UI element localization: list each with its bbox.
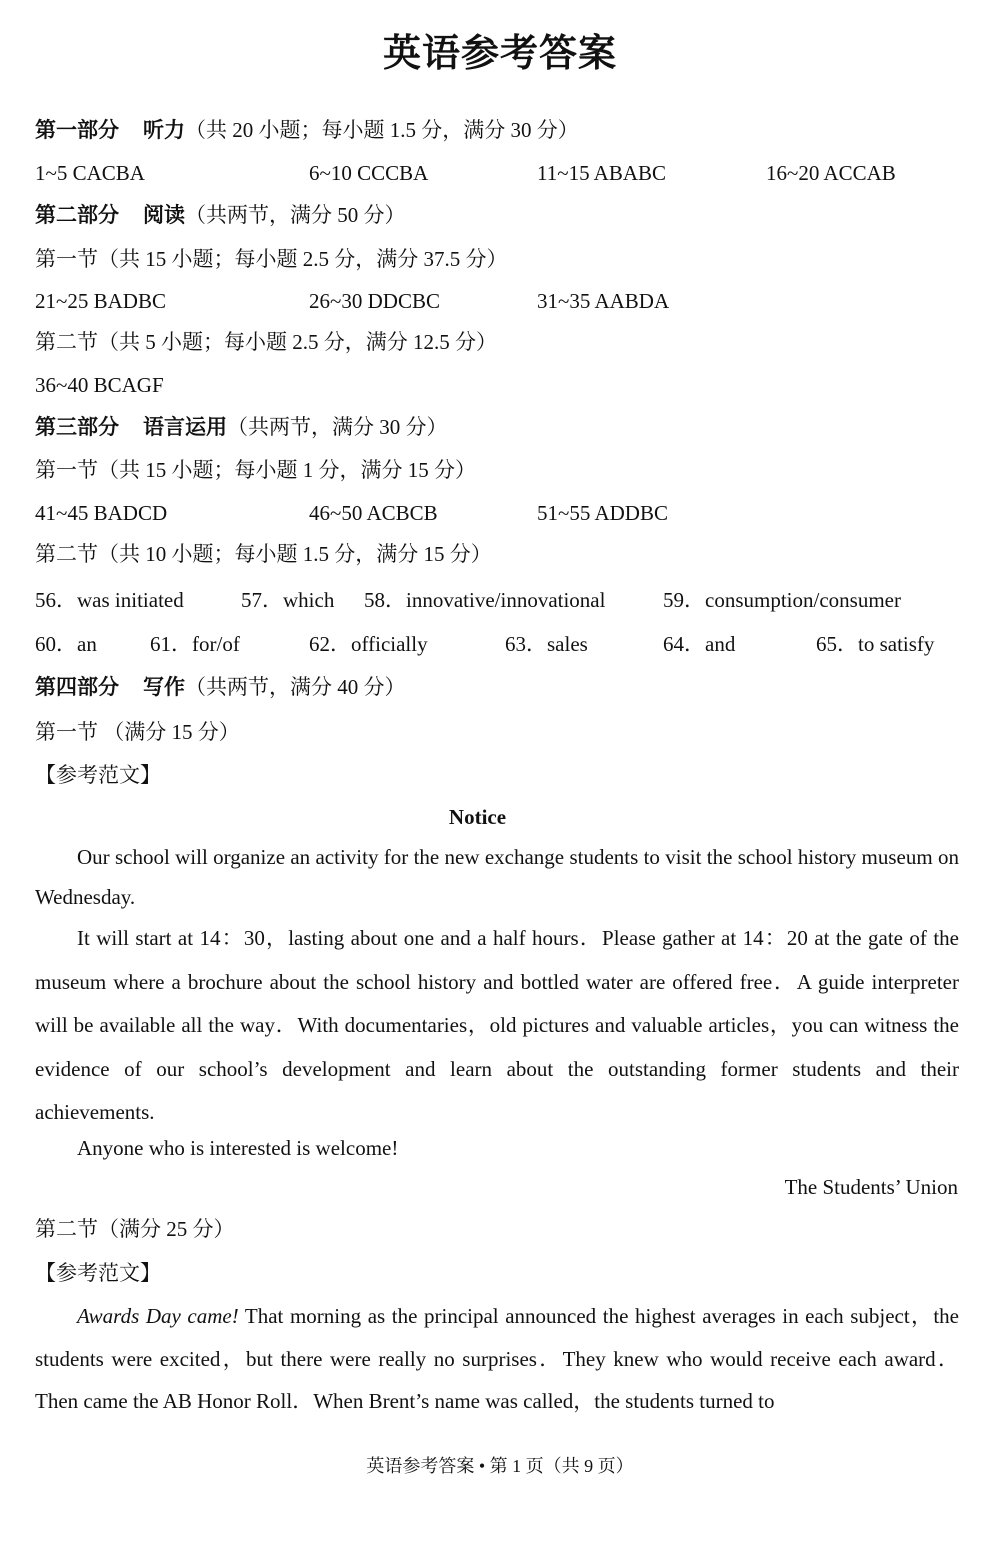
notice-paragraph-2: It will start at 14：30，lasting about one and a half hours．Please gather at 14：20 at the gate of the museum where a brochure about the school history and bottled water are offered free．A guide interpreter will be available all the way．With documentaries，old pictures and valuable articles，you can witness the evidence of our school’s development and learn about the outstanding former students and their achievements. [35, 926, 959, 1124]
answer-group: 26~30 DDCBC [309, 289, 440, 313]
notice-signature: The Students’ Union [784, 1175, 958, 1199]
fill-answer: 56．was initiated [35, 588, 184, 612]
answer-group: 1~5 CACBA [35, 161, 145, 185]
part2-heading: 第二部分 [35, 203, 119, 227]
part2-s2-answers-row [0, 371, 1000, 399]
fill-answer: 65．to satisfy [816, 632, 935, 656]
page-title: 英语参考答案 [382, 30, 617, 75]
fill-answer: 58．innovative/innovational [364, 588, 606, 612]
answer-group: 16~20 ACCAB [766, 161, 896, 185]
part4-name: 写作 [143, 675, 185, 699]
fill-answer: 57．which [241, 588, 335, 612]
part4-note: （共两节，满分 40 分） [185, 675, 406, 699]
story-text: That morning as the principal announced the highest averages in each subject，the students were excited，but there were really no surprises．They knew who would receive each award．Then came the AB Honor Roll．When Brent’s name was called，the students turned to [35, 1304, 959, 1413]
answer-group: 51~55 ADDBC [537, 501, 668, 525]
part1-note: （共 20 小题；每小题 1.5 分，满分 30 分） [185, 118, 579, 142]
answer-group: 36~40 BCAGF [35, 373, 164, 397]
part3-s1-answers-row [0, 499, 1000, 527]
answer-group: 6~10 CCCBA [309, 161, 429, 185]
part3-section2-note: 第二节（共 10 小题；每小题 1.5 分，满分 15 分） [35, 542, 492, 566]
part1-heading: 第一部分 [35, 118, 119, 142]
part4-heading-line [35, 673, 406, 701]
answer-group: 11~15 ABABC [537, 161, 667, 185]
part2-note: （共两节，满分 50 分） [185, 203, 406, 227]
part3-heading: 第三部分 [35, 415, 119, 439]
fill-answer: 60．an [35, 632, 97, 656]
part2-heading-line [35, 201, 406, 229]
part2-section2-note: 第二节（共 5 小题；每小题 2.5 分，满分 12.5 分） [35, 330, 497, 354]
part3-section1-note: 第一节（共 15 小题；每小题 1 分，满分 15 分） [35, 458, 476, 482]
part1-name: 听力 [143, 118, 185, 142]
story-opening: Awards Day came! [77, 1304, 239, 1328]
answer-group: 46~50 ACBCB [309, 501, 438, 525]
part4-section1-note: 第一节 （满分 15 分） [35, 720, 240, 744]
notice-paragraph-1: Our school will organize an activity for the new exchange students to visit the school history museum on Wednesday. [35, 845, 959, 909]
part1-answers-row [0, 159, 1000, 187]
notice-paragraph-3: Anyone who is interested is welcome! [77, 1136, 399, 1160]
fill-answer: 61．for/of [150, 632, 240, 656]
part2-section1-note: 第一节（共 15 小题；每小题 2.5 分，满分 37.5 分） [35, 247, 508, 271]
part4-section2-note: 第二节（满分 25 分） [35, 1217, 235, 1241]
page-footer: 英语参考答案 • 第 1 页（共 9 页） [366, 1456, 634, 1476]
part3-name: 语言运用 [143, 415, 227, 439]
answer-group: 21~25 BADBC [35, 289, 166, 313]
part2-name: 阅读 [143, 203, 185, 227]
fill-answer: 59．consumption/consumer [663, 588, 901, 612]
sample-label: 【参考范文】 [35, 763, 161, 787]
part1-heading-line [35, 116, 579, 144]
answer-group: 41~45 BADCD [35, 501, 168, 525]
fill-answer: 64．and [663, 632, 736, 656]
fill-answer: 62．officially [309, 632, 428, 656]
part3-note: （共两节，满分 30 分） [227, 415, 448, 439]
sample-label-2: 【参考范文】 [35, 1261, 161, 1285]
part3-heading-line [35, 413, 448, 441]
fill-answers-row-1 [0, 586, 1000, 614]
fill-answer: 63．sales [505, 632, 588, 656]
answer-group: 31~35 AABDA [537, 289, 670, 313]
notice-title: Notice [448, 805, 507, 829]
fill-answers-row-2 [0, 630, 1000, 658]
part4-heading: 第四部分 [35, 675, 119, 699]
story-paragraph [35, 1295, 959, 1423]
part2-s1-answers-row [0, 287, 1000, 315]
